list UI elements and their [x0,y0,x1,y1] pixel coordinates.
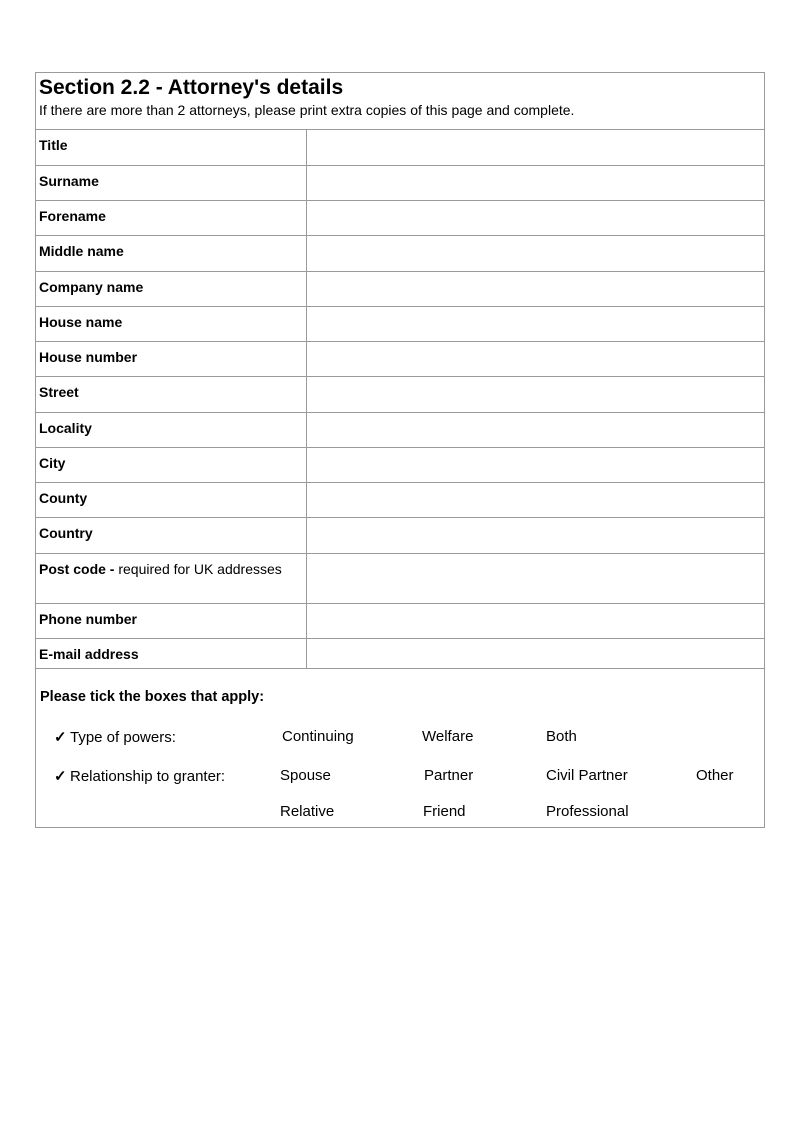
title-field[interactable] [307,130,765,146]
field-label-street: Street [36,376,306,412]
table-row [36,376,764,412]
tick-heading: Please tick the boxes that apply: [40,688,265,705]
option-civil-partner[interactable]: Civil Partner [546,766,628,784]
relationship-label: Relationship to granter: [70,767,226,785]
details-table [36,130,764,669]
field-label-company-name: Company name [36,271,306,306]
company-name-field[interactable] [307,272,765,288]
section-instructions: If there are more than 2 attorneys, please print extra copies of this page and complete. [39,102,575,118]
table-row [36,271,764,306]
post-code-field[interactable] [307,554,765,570]
option-partner[interactable]: Partner [424,766,474,784]
check-icon: ✓ [54,767,67,785]
field-label-post-code [36,553,306,603]
tick-boxes-section [36,669,764,827]
option-spouse[interactable]: Spouse [280,766,331,784]
field-label-phone-number: Phone number [36,603,306,638]
email-address-field[interactable] [307,639,765,655]
section-title: Section 2.2 - Attorney's details [39,76,344,99]
section-header [36,73,764,130]
table-row [36,235,764,271]
field-label-forename: Forename [36,200,306,235]
forename-field[interactable] [307,201,765,217]
field-label-locality: Locality [36,412,306,447]
country-field[interactable] [307,518,765,534]
county-field[interactable] [307,483,765,499]
field-label-house-name: House name [36,306,306,341]
field-label-surname: Surname [36,165,306,200]
option-welfare[interactable]: Welfare [422,727,474,745]
option-both[interactable]: Both [546,727,577,745]
option-friend[interactable]: Friend [423,802,466,820]
option-relative[interactable]: Relative [280,802,335,820]
table-row [36,412,764,447]
table-row [36,603,764,638]
attorney-details-form [35,72,765,828]
option-professional[interactable]: Professional [546,802,629,820]
type-of-powers-row-label [54,728,176,746]
table-row [36,341,764,376]
table-row [36,306,764,341]
table-row [36,447,764,482]
locality-field[interactable] [307,413,765,429]
field-label-middle-name: Middle name [36,235,306,271]
middle-name-field[interactable] [307,236,765,252]
house-name-field[interactable] [307,307,765,323]
field-label-house-number: House number [36,341,306,376]
city-field[interactable] [307,448,765,464]
type-of-powers-label: Type of powers: [70,728,176,746]
option-other[interactable]: Other [696,766,734,784]
field-label-title: Title [36,130,306,165]
phone-number-field[interactable] [307,604,765,620]
table-row [36,553,764,603]
table-row [36,130,764,165]
table-row [36,638,764,668]
field-label-county: County [36,482,306,517]
field-label-email-address: E-mail address [36,638,306,668]
field-label-country: Country [36,517,306,553]
surname-field[interactable] [307,166,765,182]
street-field[interactable] [307,377,765,393]
post-code-label: Post code - [39,560,115,577]
table-row [36,165,764,200]
table-row [36,482,764,517]
relationship-row-label [54,767,225,785]
option-continuing[interactable]: Continuing [282,727,354,745]
post-code-note: required for UK addresses [114,560,282,577]
field-label-city: City [36,447,306,482]
house-number-field[interactable] [307,342,765,358]
table-row [36,200,764,235]
table-row [36,517,764,553]
check-icon: ✓ [54,728,67,746]
